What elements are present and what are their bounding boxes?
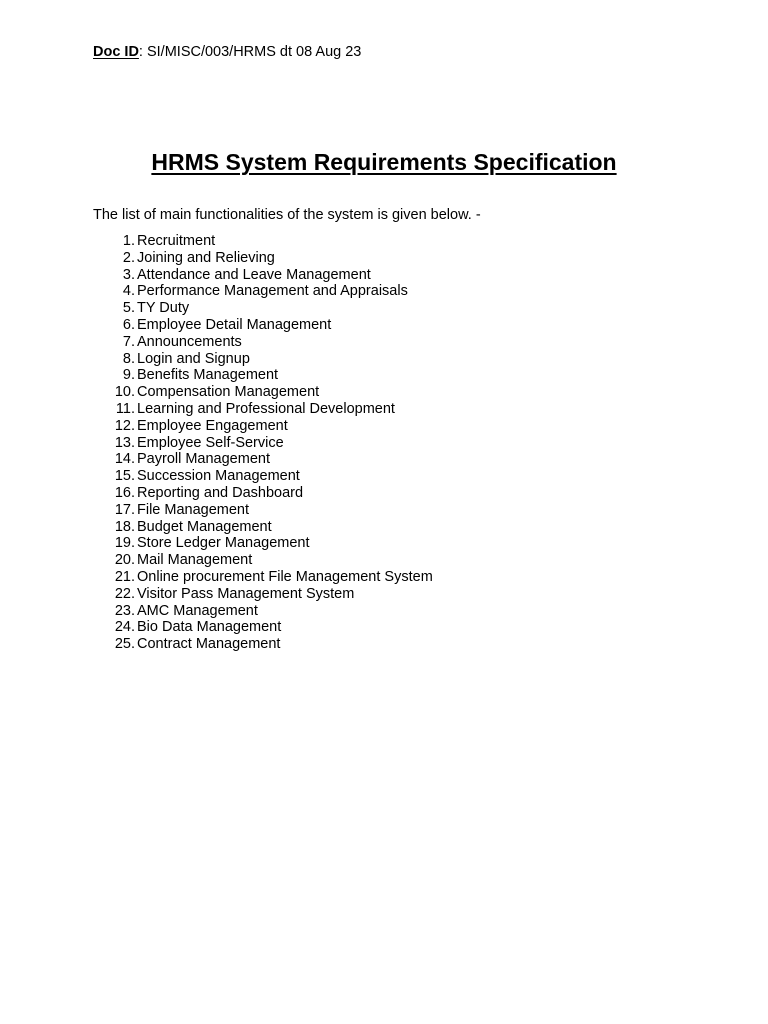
item-label: Visitor Pass Management System (137, 585, 355, 602)
list-item (93, 502, 433, 519)
item-number: 6. (122, 316, 135, 333)
list-item (93, 468, 433, 485)
item-number: 9. (122, 367, 135, 384)
doc-id-label: Doc ID (93, 44, 139, 60)
item-label: Announcements (137, 333, 242, 350)
item-number: 1. (122, 233, 135, 249)
item-number: 20. (114, 552, 135, 569)
item-label: Reporting and Dashboard (137, 484, 304, 501)
item-label: Login and Signup (137, 350, 250, 367)
item-label: Compensation Management (137, 384, 320, 401)
item-number: 21. (114, 568, 135, 585)
item-number: 7. (122, 333, 135, 350)
item-number: 12. (114, 417, 135, 434)
list-item (93, 334, 433, 351)
item-label: Employee Engagement (137, 417, 288, 434)
item-label: Online procurement File Management System (137, 568, 433, 585)
document-title: HRMS System Requirements Specification (151, 149, 617, 175)
list-item (93, 401, 433, 418)
item-label: Employee Detail Management (137, 316, 332, 333)
list-item (93, 451, 433, 468)
item-number: 2. (122, 249, 135, 266)
item-label: AMC Management (137, 602, 258, 619)
item-number: 15. (114, 468, 135, 485)
item-number: 4. (122, 283, 135, 300)
item-number: 3. (122, 266, 135, 283)
list-item (93, 552, 433, 569)
item-number: 10. (114, 384, 135, 401)
list-item (93, 300, 433, 317)
list-item (93, 267, 433, 284)
doc-id-value: : SI/MISC/003/HRMS dt 08 Aug 23 (138, 44, 362, 60)
item-label: Performance Management and Appraisals (137, 283, 408, 300)
list-item (93, 367, 433, 384)
item-label: Mail Management (137, 552, 253, 569)
list-item (93, 485, 433, 502)
item-label: Store Ledger Management (137, 535, 310, 552)
list-item (93, 636, 433, 653)
item-number: 8. (122, 350, 135, 367)
item-label: File Management (137, 501, 250, 518)
list-item (93, 435, 433, 452)
item-label: Recruitment (137, 233, 216, 249)
item-label: Bio Data Management (137, 619, 282, 636)
item-label: Joining and Relieving (137, 249, 275, 266)
list-item (93, 603, 433, 620)
item-label: Contract Management (137, 636, 281, 653)
intro-text: The list of main functionalities of the system is given below. - (93, 207, 481, 223)
item-label: Benefits Management (137, 367, 279, 384)
list-item (93, 519, 433, 536)
list-item (93, 418, 433, 435)
list-item (93, 351, 433, 368)
item-label: Succession Management (137, 468, 300, 485)
list-item (93, 317, 433, 334)
item-number: 11. (115, 400, 135, 417)
functionality-list (93, 233, 433, 653)
item-label: Attendance and Leave Management (137, 266, 371, 283)
item-label: Payroll Management (137, 451, 270, 468)
list-item (93, 619, 433, 636)
item-number: 23. (114, 602, 135, 619)
item-number: 17. (114, 501, 135, 518)
list-item (93, 250, 433, 267)
item-label: TY Duty (137, 300, 190, 317)
item-number: 25. (114, 636, 135, 653)
list-item (93, 233, 433, 250)
item-number: 24. (114, 619, 135, 636)
doc-id-line (93, 43, 361, 61)
list-item (93, 283, 433, 300)
list-item (93, 569, 433, 586)
list-item (93, 586, 433, 603)
item-number: 22. (114, 585, 135, 602)
list-item (93, 535, 433, 552)
item-number: 13. (114, 434, 135, 451)
item-label: Learning and Professional Development (137, 400, 395, 417)
list-item (93, 384, 433, 401)
item-number: 5. (122, 300, 135, 317)
item-number: 19. (114, 535, 135, 552)
item-number: 16. (114, 484, 135, 501)
item-number: 14. (114, 451, 135, 468)
item-number: 18. (114, 518, 135, 535)
item-label: Budget Management (137, 518, 272, 535)
item-label: Employee Self-Service (137, 434, 284, 451)
